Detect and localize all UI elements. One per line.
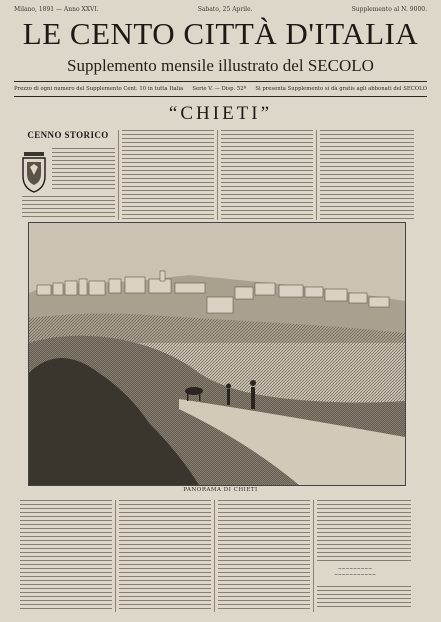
- info-band: [14, 84, 427, 94]
- column-separator: [313, 500, 314, 612]
- text-column-1b: [22, 196, 115, 220]
- issue-day: Sabato, 25 Aprile.: [197, 6, 253, 13]
- text-column-8b: [317, 586, 411, 610]
- signature-block: ~~~~~~~~~ ~~~~~~~~~~~: [334, 567, 376, 578]
- panorama-engraving: [28, 222, 406, 486]
- price-note: Prezzo di ogni numero del Supplemento Cent. 10 in tutta Italia: [14, 86, 184, 92]
- newspaper-title: LE CENTO CITTÀ D'ITALIA: [22, 16, 419, 51]
- column-separator: [214, 500, 215, 612]
- text-column-5: [20, 500, 112, 612]
- column-separator: [316, 130, 317, 220]
- text-column-2: [122, 130, 214, 220]
- city-title: “CHIETI”: [168, 103, 273, 124]
- divider-bottom: [14, 96, 427, 97]
- newspaper-subtitle: Supplemento mensile illustrato del SECOLO: [67, 56, 374, 75]
- column-separator: [118, 130, 119, 220]
- subscriber-note: Si presenta Supplemento si dà gratis agli abbonati del SECOLO: [255, 86, 427, 92]
- series-number: Serie V. — Disp. 52ª: [192, 86, 247, 92]
- text-column-1a: [52, 148, 115, 190]
- coat-of-arms-icon: [20, 150, 48, 194]
- engraving-caption: PANORAMA DI CHIETI: [183, 487, 258, 493]
- text-column-4: [320, 130, 414, 220]
- column-separator: [217, 130, 218, 220]
- column-separator: [115, 500, 116, 612]
- text-column-6: [119, 500, 211, 612]
- text-column-3: [221, 130, 313, 220]
- issue-supplement-number: Supplemento al N. 9000.: [351, 6, 427, 13]
- masthead-meta: [14, 5, 427, 14]
- section-heading: CENNO STORICO: [27, 130, 109, 140]
- text-column-7: [218, 500, 310, 612]
- text-column-8: [317, 500, 411, 562]
- divider-top: [14, 81, 427, 82]
- issue-date-place: Milano, 1891 — Anno XXVI.: [14, 6, 99, 13]
